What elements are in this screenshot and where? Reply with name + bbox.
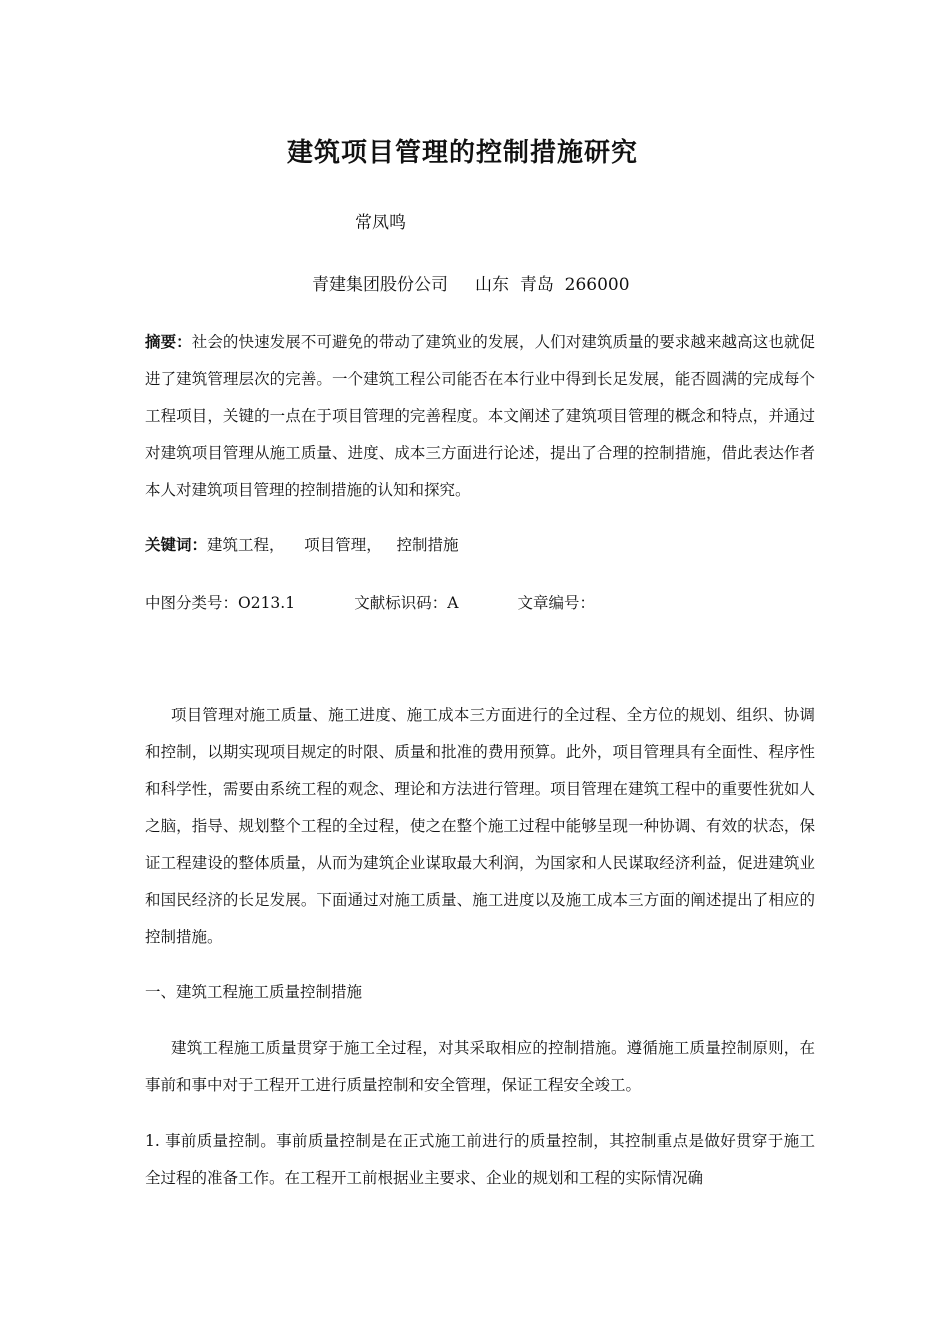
- section-1-item-1: 1. 事前质量控制。事前质量控制是在正式施工前进行的质量控制，其控制重点是做好贯穿于施工全过程的准备工作。在工程开工前根据业主要求、企业的规划和工程的实际情况确: [145, 1132, 815, 1187]
- keywords-label: 关键词：: [145, 536, 208, 554]
- author-name: 常凤鸣: [355, 213, 406, 233]
- keywords-line: [145, 527, 815, 564]
- abstract-label: 摘要：: [145, 333, 192, 351]
- author-affiliation: 青建集团股份公司 山东 青岛 266000: [312, 275, 630, 295]
- abstract-paragraph: [145, 324, 815, 509]
- document-title: 建筑项目管理的控制措施研究: [286, 138, 638, 168]
- keywords-text: 建筑工程， 项目管理， 控制措施: [207, 536, 459, 554]
- intro-paragraph: 项目管理对施工质量、施工进度、施工成本三方面进行的全过程、全方位的规划、组织、协调和控制，以期实现项目规定的时限、质量和批准的费用预算。此外，项目管理具有全面性、程序性和科学性，需要由系统工程的观念、理论和方法进行管理。项目管理在建筑工程中的重要性犹如人之脑，指导、规划整个工程的全过程，使之在整个施工过程中能够呈现一种协调、有效的状态，保证工程建设的整体质量，从而为建筑企业谋取最大利润，为国家和人民谋取经济利益，促进建筑业和国民经济的长足发展。下面通过对施工质量、施工进度以及施工成本三方面的阐述提出了相应的控制措施。: [145, 706, 815, 946]
- abstract-text: 社会的快速发展不可避免的带动了建筑业的发展，人们对建筑质量的要求越来越高这也就促进了建筑管理层次的完善。一个建筑工程公司能否在本行业中得到长足发展，能否圆满的完成每个工程项目，关键的一点在于项目管理的完善程度。本文阐述了建筑项目管理的概念和特点，并通过对建筑项目管理从施工质量、进度、成本三方面进行论述，提出了合理的控制措施，借此表达作者本人对建筑项目管理的控制措施的认知和探究。: [145, 333, 815, 499]
- classification-line: 中图分类号：O213.1 文献标识码：A 文章编号：: [145, 594, 596, 612]
- section-1-paragraph: 建筑工程施工质量贯穿于施工全过程，对其采取相应的控制措施。遵循施工质量控制原则，在事前和事中对于工程开工进行质量控制和安全管理，保证工程安全竣工。: [145, 1039, 815, 1094]
- section-1-heading: 一、建筑工程施工质量控制措施: [145, 983, 363, 1001]
